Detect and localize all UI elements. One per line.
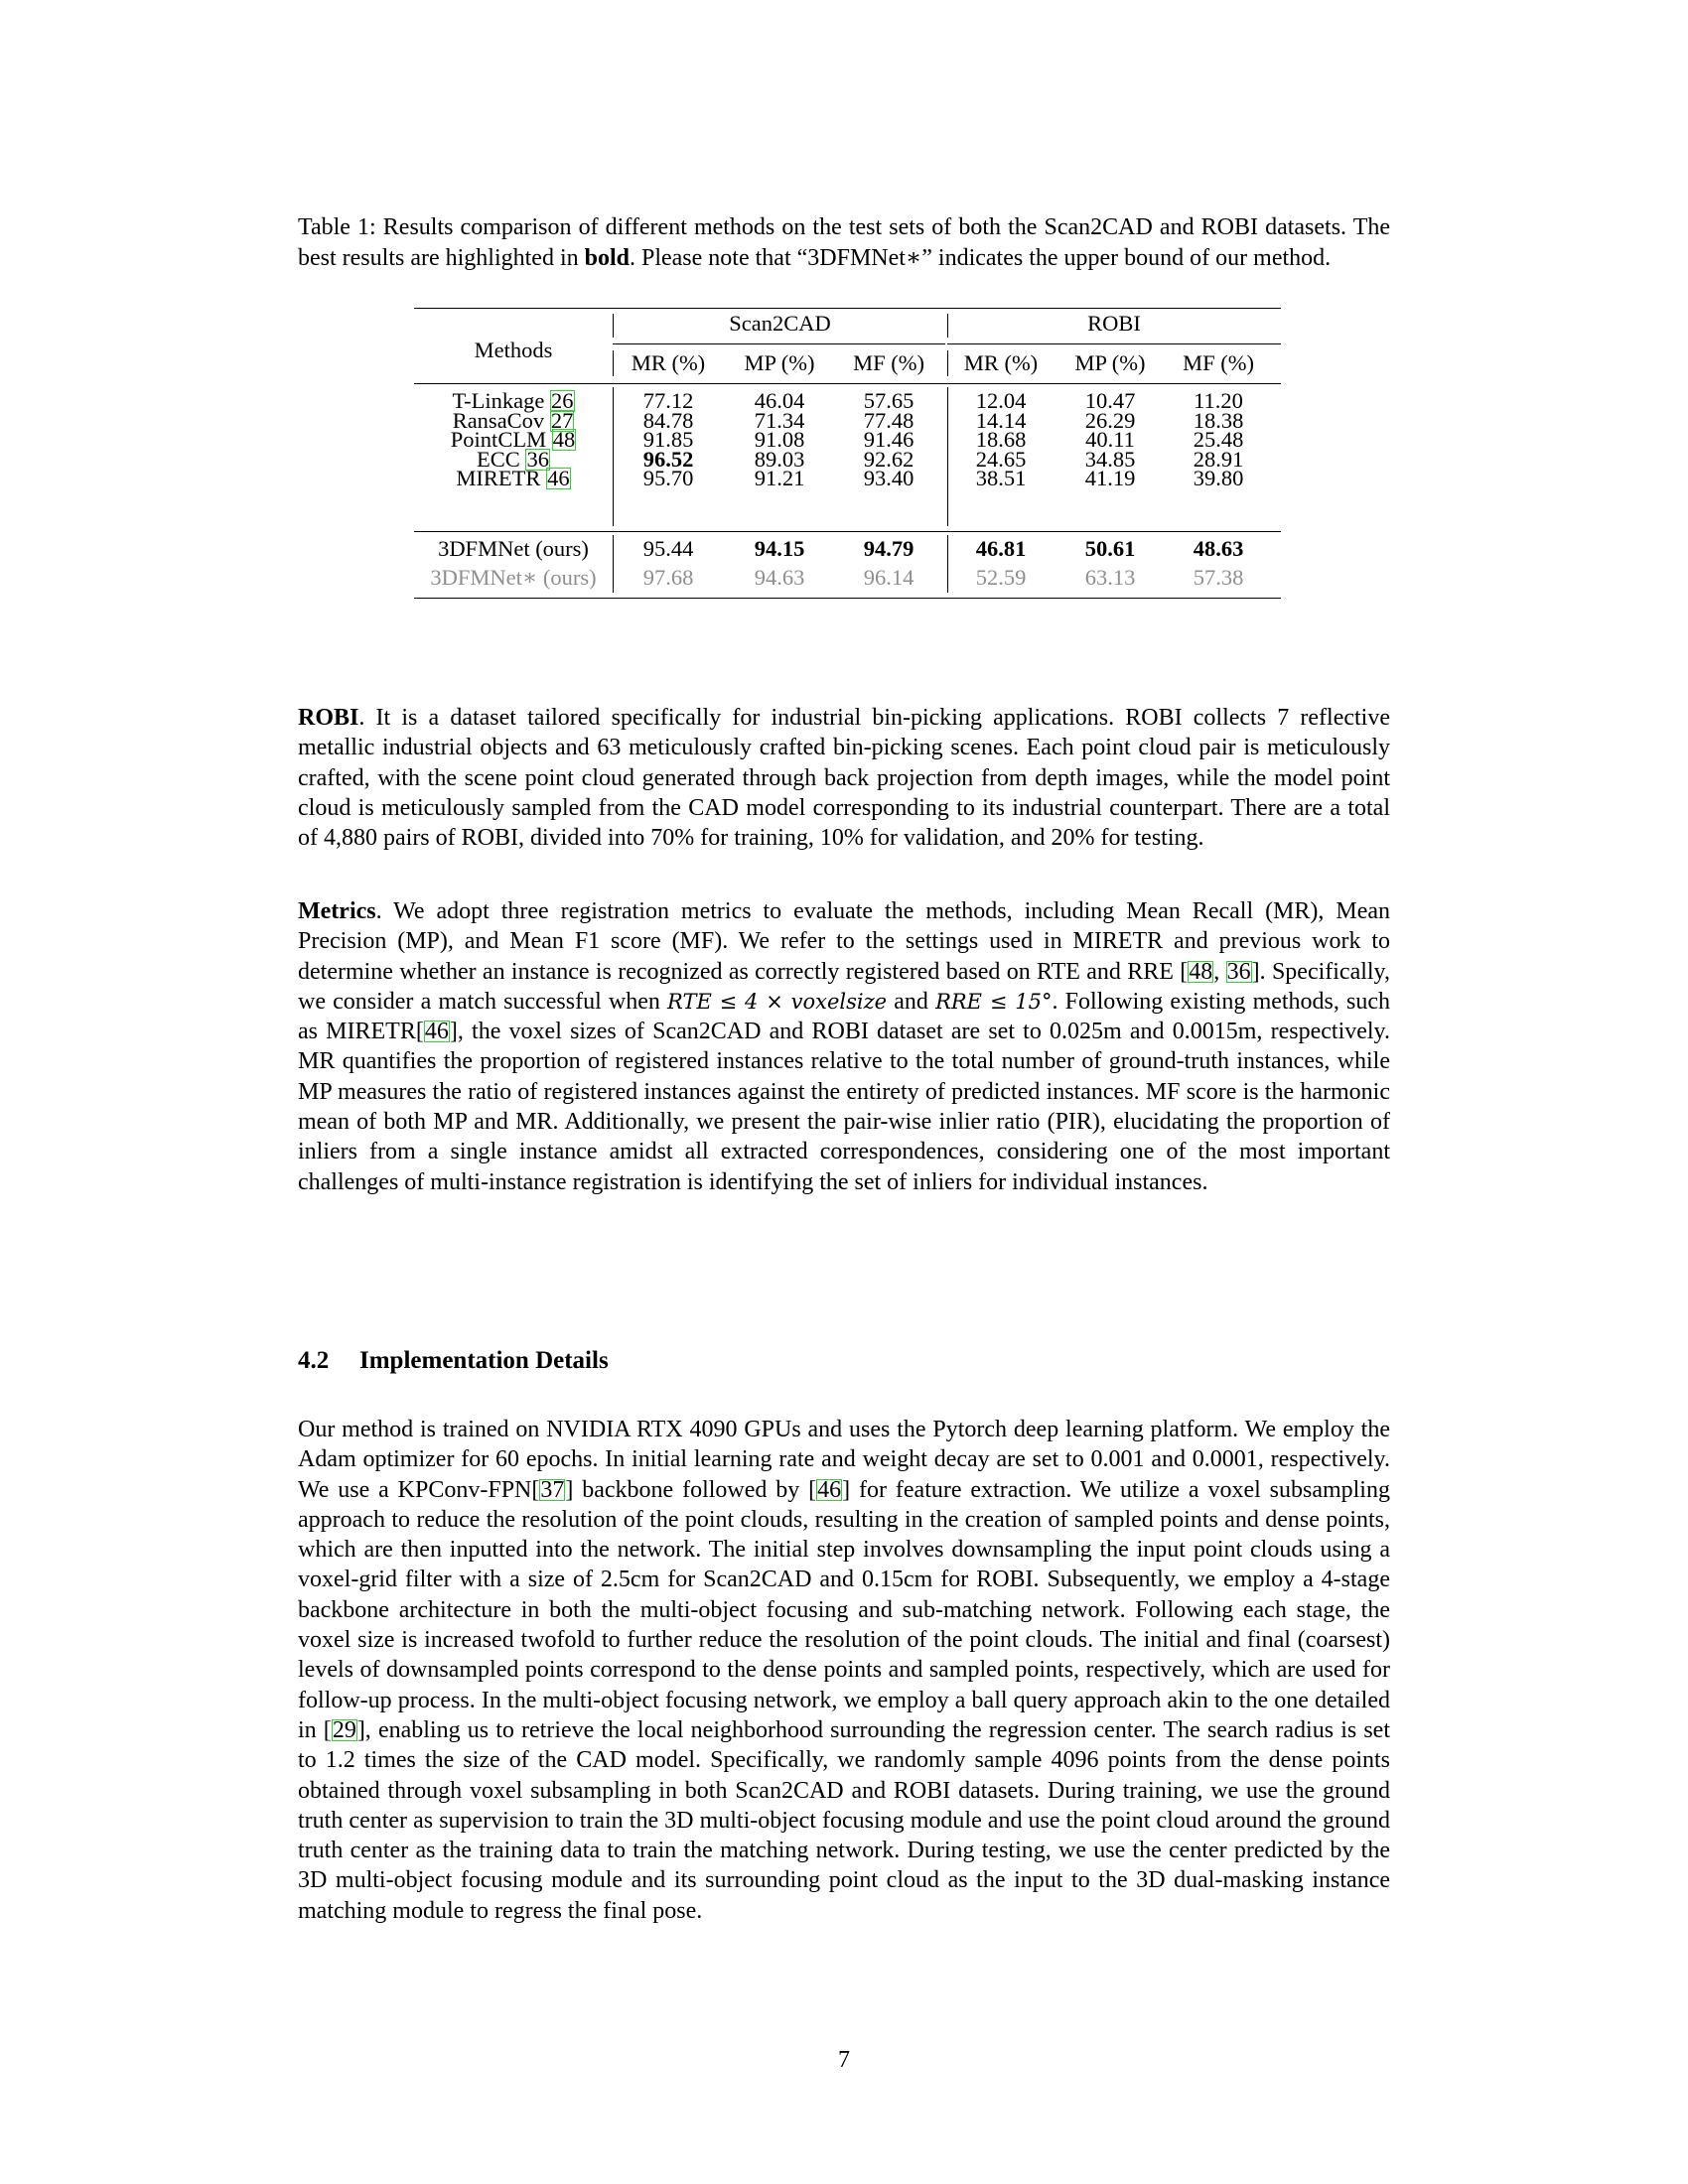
value-cell: 57.38 [1193, 565, 1244, 590]
metrics-lead: Metrics [298, 898, 376, 924]
table-top-rule [414, 308, 1281, 309]
column-header: MR (%) [631, 350, 706, 375]
citation-link[interactable]: 36 [526, 447, 549, 472]
metrics-text-2: ]. Specifically, we consider a match successful when [298, 958, 1390, 1015]
value-cell: 10.47 [1084, 388, 1136, 413]
value-cell: 34.85 [1084, 447, 1136, 472]
caption-text-a: Results comparison of different methods on the test sets of both the Scan2CAD and ROBI datasets. The best results are highlighted in [298, 214, 1391, 271]
metrics-text-3: and [887, 988, 936, 1015]
column-header: MP (%) [1074, 350, 1146, 375]
page-number: 7 [838, 2047, 850, 2073]
column-header: MF (%) [853, 350, 924, 375]
value-cell: 50.61 [1084, 536, 1136, 561]
citation-link[interactable]: 27 [550, 408, 574, 433]
value-cell: 94.79 [863, 536, 914, 561]
value-cell: 95.70 [642, 466, 694, 490]
table-row [414, 535, 1281, 562]
value-cell: 96.52 [642, 447, 694, 472]
value-cell: 26.29 [1084, 408, 1136, 433]
method-cell [414, 465, 613, 491]
method-name: PointCLM [450, 427, 547, 452]
value-cell: 24.65 [975, 447, 1027, 472]
impl-text-3: ] for feature extraction. We utilize a voxel subsampling approach to reduce the resolution of the point clouds, resulting in the creation of sampled points and dense points, which are then inputted into the network. The initial step involves downsampling the input point clouds using a voxel-grid filter with a size of 2.5cm for Scan2CAD and 0.15cm for ROBI. Subsequently, we employ a 4-stage backbone architecture in both the multi-object focusing and sub-matching network. Following each stage, the voxel size is increased twofold to further reduce the resolution of the point clouds. The initial and final (coarsest) levels of downsampled points correspond to the dense points and sampled points, respectively, which are used for follow-up process. In the multi-object focusing network, we employ a ball query approach akin to the one detailed in [ [298, 1476, 1390, 1743]
implementation-paragraph [298, 1415, 1390, 1926]
citation-sep: , [1213, 958, 1226, 985]
value-cell: 41.19 [1084, 466, 1136, 490]
methods-header: Methods [474, 338, 553, 362]
metrics-text-1: . We adopt three registration metrics to evaluate the methods, including Mean Recall (MR), Mean Precision (MP), and Mean F1 score (MF). We refer to the settings used in MIRETR and previous work to determine whether an instance is recognized as correctly registered based on RTE and RRE [ [298, 898, 1390, 985]
value-cell: 25.48 [1193, 427, 1244, 452]
value-cell: 94.63 [754, 565, 805, 590]
table-bottom-rule [414, 598, 1281, 599]
citation-link[interactable]: 48 [552, 427, 576, 452]
value-cell: 91.46 [863, 427, 914, 452]
value-cell: 18.38 [1193, 408, 1244, 433]
value-cell: 91.85 [642, 427, 694, 452]
method-name: 3DFMNet∗ (ours) [430, 565, 597, 590]
rte-condition: RTE ≤ 4 × voxelsize [667, 989, 888, 1014]
value-cell: 63.13 [1084, 565, 1136, 590]
column-header: MP (%) [744, 350, 815, 375]
robi-group-rule [947, 343, 1281, 344]
citation-link[interactable]: 29 [332, 1716, 356, 1743]
value-cell: 97.68 [642, 565, 694, 590]
robi-lead: ROBI [298, 705, 359, 731]
citation-link[interactable]: 37 [540, 1476, 565, 1503]
caption-label: Table 1: [298, 214, 376, 240]
method-name: ECC [477, 447, 520, 472]
value-cell: 84.78 [642, 408, 694, 433]
value-cell: 11.20 [1194, 388, 1243, 413]
value-cell: 89.03 [754, 447, 805, 472]
robi-text: . It is a dataset tailored specifically for industrial bin-picking applications. ROBI collects 7 reflective metallic industrial objects and 63 meticulously crafted bin-picking scenes. Each point cloud pair is meticulously crafted, with the scene point cloud generated through back projection from depth images, while the model point cloud is meticulously sampled from the CAD model corresponding to its industrial counterpart. There are a total of 4,880 pairs of ROBI, divided into 70% for training, 10% for validation, and 20% for testing. [298, 705, 1390, 852]
header-bottom-rule [414, 383, 1281, 384]
column-header: MF (%) [1183, 350, 1254, 375]
robi-paragraph [298, 703, 1390, 853]
impl-text-1: Our method is trained on NVIDIA RTX 4090 GPUs and uses the Pytorch deep learning platform. We employ the Adam optimizer for 60 epochs. In initial learning rate and weight decay are set to 0.001 and 0.0001, respectively. We use a KPConv-FPN[ [298, 1417, 1390, 1503]
value-cell: 91.08 [754, 427, 805, 452]
value-cell: 39.80 [1193, 466, 1244, 490]
value-cell: 28.91 [1193, 447, 1244, 472]
value-cell: 46.04 [754, 388, 805, 413]
section-number: 4.2 [298, 1347, 330, 1374]
subheader-row [414, 349, 1281, 376]
method-cell [414, 535, 613, 562]
method-cell [414, 564, 613, 591]
caption-bold-word: bold [584, 244, 630, 271]
method-name: T-Linkage [452, 388, 545, 413]
value-cell: 14.14 [975, 408, 1027, 433]
value-cell: 92.62 [863, 447, 914, 472]
table-row [414, 564, 1281, 591]
caption-text-b: . Please note that “3DFMNet∗” indicates the upper bound of our method. [629, 244, 1332, 271]
robi-header: ROBI [1087, 311, 1141, 336]
citation-link[interactable]: 36 [1226, 958, 1251, 985]
citation-link[interactable]: 46 [424, 1019, 449, 1045]
value-cell: 12.04 [975, 388, 1027, 413]
value-cell: 95.44 [642, 536, 694, 561]
value-cell: 71.34 [754, 408, 805, 433]
citation-link[interactable]: 46 [547, 466, 570, 490]
section-heading [298, 1347, 609, 1375]
value-cell: 77.48 [863, 408, 914, 433]
value-cell: 57.65 [863, 388, 914, 413]
value-cell: 94.15 [754, 536, 805, 561]
method-name: MIRETR [456, 466, 541, 490]
citation-link[interactable]: 26 [551, 388, 574, 413]
method-name: RansaCov [452, 408, 545, 433]
citation-link[interactable]: 48 [1189, 958, 1213, 985]
metrics-paragraph [298, 896, 1390, 1197]
metrics-text-5: ], the voxel sizes of Scan2CAD and ROBI dataset are set to 0.025m and 0.0015m, respectively. MR quantifies the proportion of registered instances relative to the total number of ground-truth instances, while MP measures the ratio of registered instances against the entirety of predicted instances. MF score is the harmonic mean of both MP and MR. Additionally, we present the pair-wise inlier ratio (PIR), elucidating the proportion of inliers from a single instance amidst all extracted correspondences, considering one of the most important challenges of multi-instance registration is identifying the set of inliers for individual instances. [298, 1019, 1391, 1195]
scan2cad-header: Scan2CAD [729, 311, 831, 336]
table-row [414, 465, 1281, 491]
value-cell: 77.12 [642, 388, 694, 413]
table-caption [298, 212, 1390, 273]
metrics-text-4: . Following existing methods, such as MIRETR[ [298, 988, 1391, 1045]
method-name: 3DFMNet (ours) [438, 536, 589, 561]
value-cell: 52.59 [975, 565, 1027, 590]
section-title: Implementation Details [359, 1347, 609, 1374]
value-cell: 91.21 [754, 466, 805, 490]
value-cell: 40.11 [1085, 427, 1135, 452]
value-cell: 93.40 [863, 466, 914, 490]
scan2cad-group-rule [613, 343, 945, 344]
column-header: MR (%) [963, 350, 1039, 375]
citation-link[interactable]: 46 [817, 1476, 842, 1503]
rre-condition: RRE ≤ 15° [935, 989, 1053, 1014]
value-cell: 38.51 [975, 466, 1027, 490]
impl-text-4: ], enabling us to retrieve the local neighborhood surrounding the regression center. The search radius is set to 1.2 times the size of the CAD model. Specifically, we randomly sample 4096 points from the dense points obtained through voxel subsampling in both Scan2CAD and ROBI datasets. During training, we use the ground truth center as supervision to train the 3D multi-object focusing module and use the point cloud around the ground truth center as the training data to train the matching network. During testing, we use the center predicted by the 3D multi-object focusing module and its surrounding point cloud as the input to the 3D dual-masking instance matching module to regress the final pose. [298, 1716, 1390, 1924]
value-cell: 46.81 [975, 536, 1027, 561]
value-cell: 18.68 [975, 427, 1027, 452]
impl-text-2: ] backbone followed by [ [565, 1476, 817, 1503]
value-cell: 96.14 [863, 565, 914, 590]
value-cell: 48.63 [1193, 536, 1244, 561]
baseline-bottom-rule [414, 531, 1281, 532]
